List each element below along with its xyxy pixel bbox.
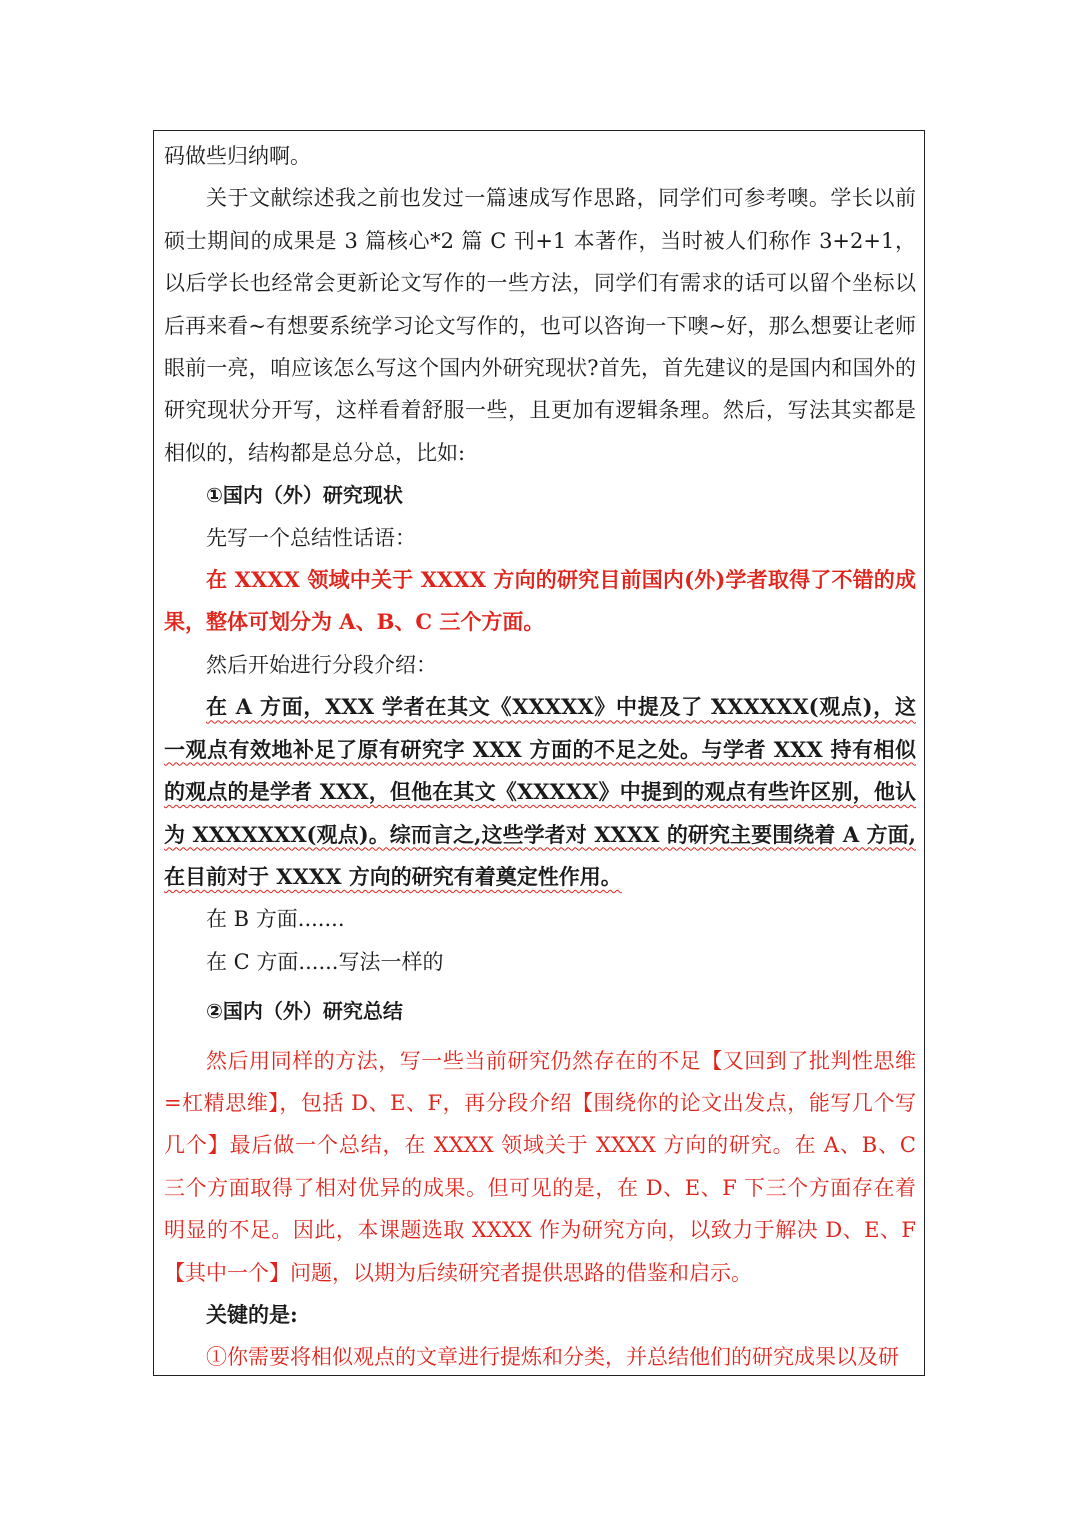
paragraph-shortcomings: 然后用同样的方法，写一些当前研究仍然存在的不足【又回到了批判性思维=杠精思维】，包括 D、E、F，再分段介绍【围绕你的论文出发点，能写几个写几个】最后做一个总结，在 XXXX 领域关于 XXXX 方向的研究。在 A、B、C 三个方面取得了相对优异的成果。但可见的是，在 D、E、F 下三个方面存在着明显的不足。因此，本课题选取 XXXX 作为研究方向，以致力于解决 D、E、F【其中一个】问题，以期为后续研究者提供思路的借鉴和启示。 [164, 1048, 916, 1285]
section-heading-status: ①国内（外）研究现状 [206, 483, 403, 508]
paragraph-aspect-b: 在 B 方面....... [206, 907, 345, 932]
document-body [164, 135, 916, 1376]
key-points-heading: 关键的是: [206, 1301, 298, 1327]
document-frame [153, 130, 925, 1376]
section-heading-summary: ②国内（外）研究总结 [206, 999, 403, 1024]
paragraph-key-point-1: ①你需要将相似观点的文章进行提炼和分类，并总结他们的研究成果以及研 [206, 1345, 899, 1370]
paragraph-intro: 关于文献综述我之前也发过一篇速成写作思路，同学们可参考噢。学长以前硕士期间的成果是 3 篇核心*2 篇 C 刊+1 本著作，当时被人们称作 3+2+1，以后学长也经常会更新论文写作的一些方法，同学们有需求的话可以留个坐标以后再来看~有想要系统学习论文写作的，也可以咨询一下噢~好，那么想要让老师眼前一亮，咱应该怎么写这个国内外研究现状?首先，首先建议的是国内和国外的研究现状分开写，这样看着舒服一些，且更加有逻辑条理。然后，写法其实都是相似的，结构都是总分总，比如: [164, 186, 916, 465]
paragraph-segment-template [164, 686, 916, 898]
paragraph-summary-lead: 先写一个总结性话语： [206, 525, 416, 550]
paragraph-continuation: 码做些归纳啊。 [164, 144, 311, 168]
paragraph-aspect-c: 在 C 方面......写法一样的 [206, 949, 444, 974]
segment-template-text: 在 A 方面，XXX 学者在其文《XXXXX》中提及了 XXXXXX(观点)，这一观点有效地补足了原有研究字 XXX 方面的不足之处。与学者 XXX 持有相似的观点的是学者 XXX，但他在其文《XXXXX》中提到的观点有些许区别，他认为 XXXXXXX(观点)。综而言之,这些学者对 XXXX 的研究主要围绕着 A 方面,在目前对于 XXXX 方向的研究有着奠定性作用。 [164, 694, 916, 889]
paragraph-summary-template: 在 XXXX 领域中关于 XXXX 方向的研究目前国内(外)学者取得了不错的成果，整体可划分为 A、B、C 三个方面。 [164, 567, 916, 635]
paragraph-segment-lead: 然后开始进行分段介绍： [206, 652, 437, 677]
